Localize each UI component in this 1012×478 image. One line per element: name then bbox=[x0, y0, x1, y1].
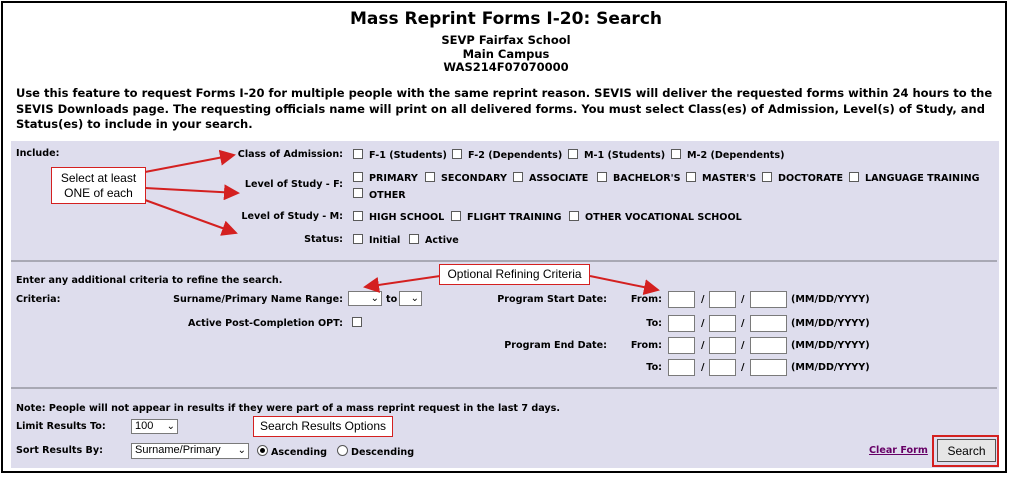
end-to-day-input[interactable] bbox=[709, 359, 736, 376]
end-to-year-input[interactable] bbox=[750, 359, 787, 376]
surname-from-select[interactable] bbox=[348, 291, 382, 306]
start-to-day-input[interactable] bbox=[709, 315, 736, 332]
date-format-hint: (MM/DD/YYYY) bbox=[791, 362, 870, 373]
date-separator: / bbox=[741, 294, 745, 305]
date-separator: / bbox=[741, 340, 745, 351]
level-high-school-checkbox[interactable] bbox=[353, 211, 363, 221]
level-primary-label: PRIMARY bbox=[369, 173, 418, 184]
level-primary-checkbox[interactable] bbox=[353, 172, 363, 182]
criteria-label: Criteria: bbox=[16, 294, 61, 305]
level-masters-label: MASTER'S bbox=[702, 173, 757, 184]
date-format-hint: (MM/DD/YYYY) bbox=[791, 318, 870, 329]
opt-label: Active Post-Completion OPT: bbox=[188, 318, 343, 329]
ascending-radio[interactable] bbox=[257, 445, 268, 456]
start-from-label: From: bbox=[630, 294, 662, 305]
date-separator: / bbox=[701, 294, 705, 305]
program-end-label: Program End Date: bbox=[504, 340, 607, 351]
date-separator: / bbox=[741, 318, 745, 329]
status-label: Status: bbox=[304, 234, 343, 245]
end-to-label: To: bbox=[646, 362, 662, 373]
sort-results-label: Sort Results By: bbox=[16, 445, 103, 456]
page-title: Mass Reprint Forms I-20: Search bbox=[350, 9, 662, 29]
date-separator: / bbox=[741, 362, 745, 373]
school-code: WAS214F07070000 bbox=[443, 60, 569, 74]
level-masters-checkbox[interactable] bbox=[686, 172, 696, 182]
status-initial-checkbox[interactable] bbox=[353, 234, 363, 244]
surname-to-select[interactable] bbox=[399, 291, 422, 306]
program-start-label: Program Start Date: bbox=[497, 294, 607, 305]
level-doctorate-checkbox[interactable] bbox=[762, 172, 772, 182]
results-options-callout: Search Results Options bbox=[253, 416, 393, 437]
level-flight-training-label: FLIGHT TRAINING bbox=[467, 212, 562, 223]
status-active-label: Active bbox=[425, 235, 459, 246]
date-separator: / bbox=[701, 340, 705, 351]
include-label: Include: bbox=[16, 148, 60, 159]
level-doctorate-label: DOCTORATE bbox=[778, 173, 844, 184]
criteria-intro: Enter any additional criteria to refine the search. bbox=[16, 275, 283, 286]
level-f-label: Level of Study - F: bbox=[244, 179, 343, 190]
limit-results-select[interactable] bbox=[131, 419, 178, 434]
level-bachelors-checkbox[interactable] bbox=[597, 172, 607, 182]
search-button[interactable]: Search bbox=[937, 439, 996, 462]
level-other-label: OTHER bbox=[369, 190, 406, 201]
section-divider bbox=[11, 387, 997, 389]
descending-radio[interactable] bbox=[337, 445, 348, 456]
class-m2-checkbox[interactable] bbox=[671, 149, 681, 159]
level-secondary-checkbox[interactable] bbox=[425, 172, 435, 182]
class-f2-checkbox[interactable] bbox=[452, 149, 462, 159]
start-to-label: To: bbox=[646, 318, 662, 329]
sort-results-value: Surname/Primary bbox=[135, 444, 221, 456]
level-language-training-label: LANGUAGE TRAINING bbox=[865, 173, 980, 184]
intro-text: Use this feature to request Forms I-20 for multiple people with the same reprint reason. SEVIS will deliver the requested forms within 24 hours to the SEVIS Downloads page. The requesting officials name will print on all delivered forms. You must select Class(es) of Admission, Level(s) of Study, and Status(es) to include in your search. bbox=[16, 86, 993, 131]
surname-range-label: Surname/Primary Name Range: bbox=[173, 294, 343, 305]
class-of-admission-label: Class of Admission: bbox=[237, 149, 343, 160]
chevron-down-icon: ⌄ bbox=[166, 421, 175, 432]
level-secondary-label: SECONDARY bbox=[441, 173, 507, 184]
start-from-month-input[interactable] bbox=[668, 291, 695, 308]
chevron-down-icon: ⌄ bbox=[237, 445, 246, 456]
level-other-vocational-label: OTHER VOCATIONAL SCHOOL bbox=[585, 212, 742, 223]
level-associate-checkbox[interactable] bbox=[513, 172, 523, 182]
level-associate-label: ASSOCIATE bbox=[529, 173, 589, 184]
limit-results-value: 100 bbox=[135, 420, 154, 432]
clear-form-link[interactable]: Clear Form bbox=[869, 445, 928, 456]
refining-criteria-callout: Optional Refining Criteria bbox=[439, 264, 590, 285]
class-f2-label: F-2 (Dependents) bbox=[468, 150, 563, 161]
descending-label: Descending bbox=[351, 447, 415, 458]
level-other-checkbox[interactable] bbox=[353, 188, 363, 198]
end-from-month-input[interactable] bbox=[668, 337, 695, 354]
select-each-callout: Select at least ONE of each bbox=[51, 167, 146, 204]
level-language-training-checkbox[interactable] bbox=[849, 172, 859, 182]
date-separator: / bbox=[701, 362, 705, 373]
sort-results-select[interactable] bbox=[131, 443, 249, 459]
class-f1-label: F-1 (Students) bbox=[369, 150, 447, 161]
date-separator: / bbox=[701, 318, 705, 329]
status-initial-label: Initial bbox=[369, 235, 401, 246]
school-name: SEVP Fairfax School bbox=[441, 33, 571, 47]
class-f1-checkbox[interactable] bbox=[353, 149, 363, 159]
ascending-label: Ascending bbox=[271, 447, 328, 458]
class-m1-label: M-1 (Students) bbox=[584, 150, 666, 161]
chevron-down-icon: ⌄ bbox=[370, 293, 379, 304]
level-other-vocational-checkbox[interactable] bbox=[569, 211, 579, 221]
opt-checkbox[interactable] bbox=[352, 317, 362, 327]
campus-name: Main Campus bbox=[462, 47, 550, 61]
date-format-hint: (MM/DD/YYYY) bbox=[791, 294, 870, 305]
start-from-day-input[interactable] bbox=[709, 291, 736, 308]
level-m-label: Level of Study - M: bbox=[241, 211, 343, 222]
start-to-year-input[interactable] bbox=[750, 315, 787, 332]
surname-to-label: to bbox=[386, 294, 398, 305]
end-from-year-input[interactable] bbox=[750, 337, 787, 354]
start-to-month-input[interactable] bbox=[668, 315, 695, 332]
limit-results-label: Limit Results To: bbox=[16, 421, 106, 432]
chevron-down-icon: ⌄ bbox=[410, 293, 419, 304]
level-high-school-label: HIGH SCHOOL bbox=[369, 212, 445, 223]
start-from-year-input[interactable] bbox=[750, 291, 787, 308]
mass-reprint-note: Note: People will not appear in results if they were part of a mass reprint request in the last 7 days. bbox=[16, 403, 561, 414]
level-bachelors-label: BACHELOR'S bbox=[613, 173, 681, 184]
end-from-label: From: bbox=[630, 340, 662, 351]
class-m1-checkbox[interactable] bbox=[568, 149, 578, 159]
class-m2-label: M-2 (Dependents) bbox=[687, 150, 785, 161]
level-flight-training-checkbox[interactable] bbox=[451, 211, 461, 221]
section-divider bbox=[11, 260, 997, 262]
date-format-hint: (MM/DD/YYYY) bbox=[791, 340, 870, 351]
end-from-day-input[interactable] bbox=[709, 337, 736, 354]
status-active-checkbox[interactable] bbox=[409, 234, 419, 244]
end-to-month-input[interactable] bbox=[668, 359, 695, 376]
